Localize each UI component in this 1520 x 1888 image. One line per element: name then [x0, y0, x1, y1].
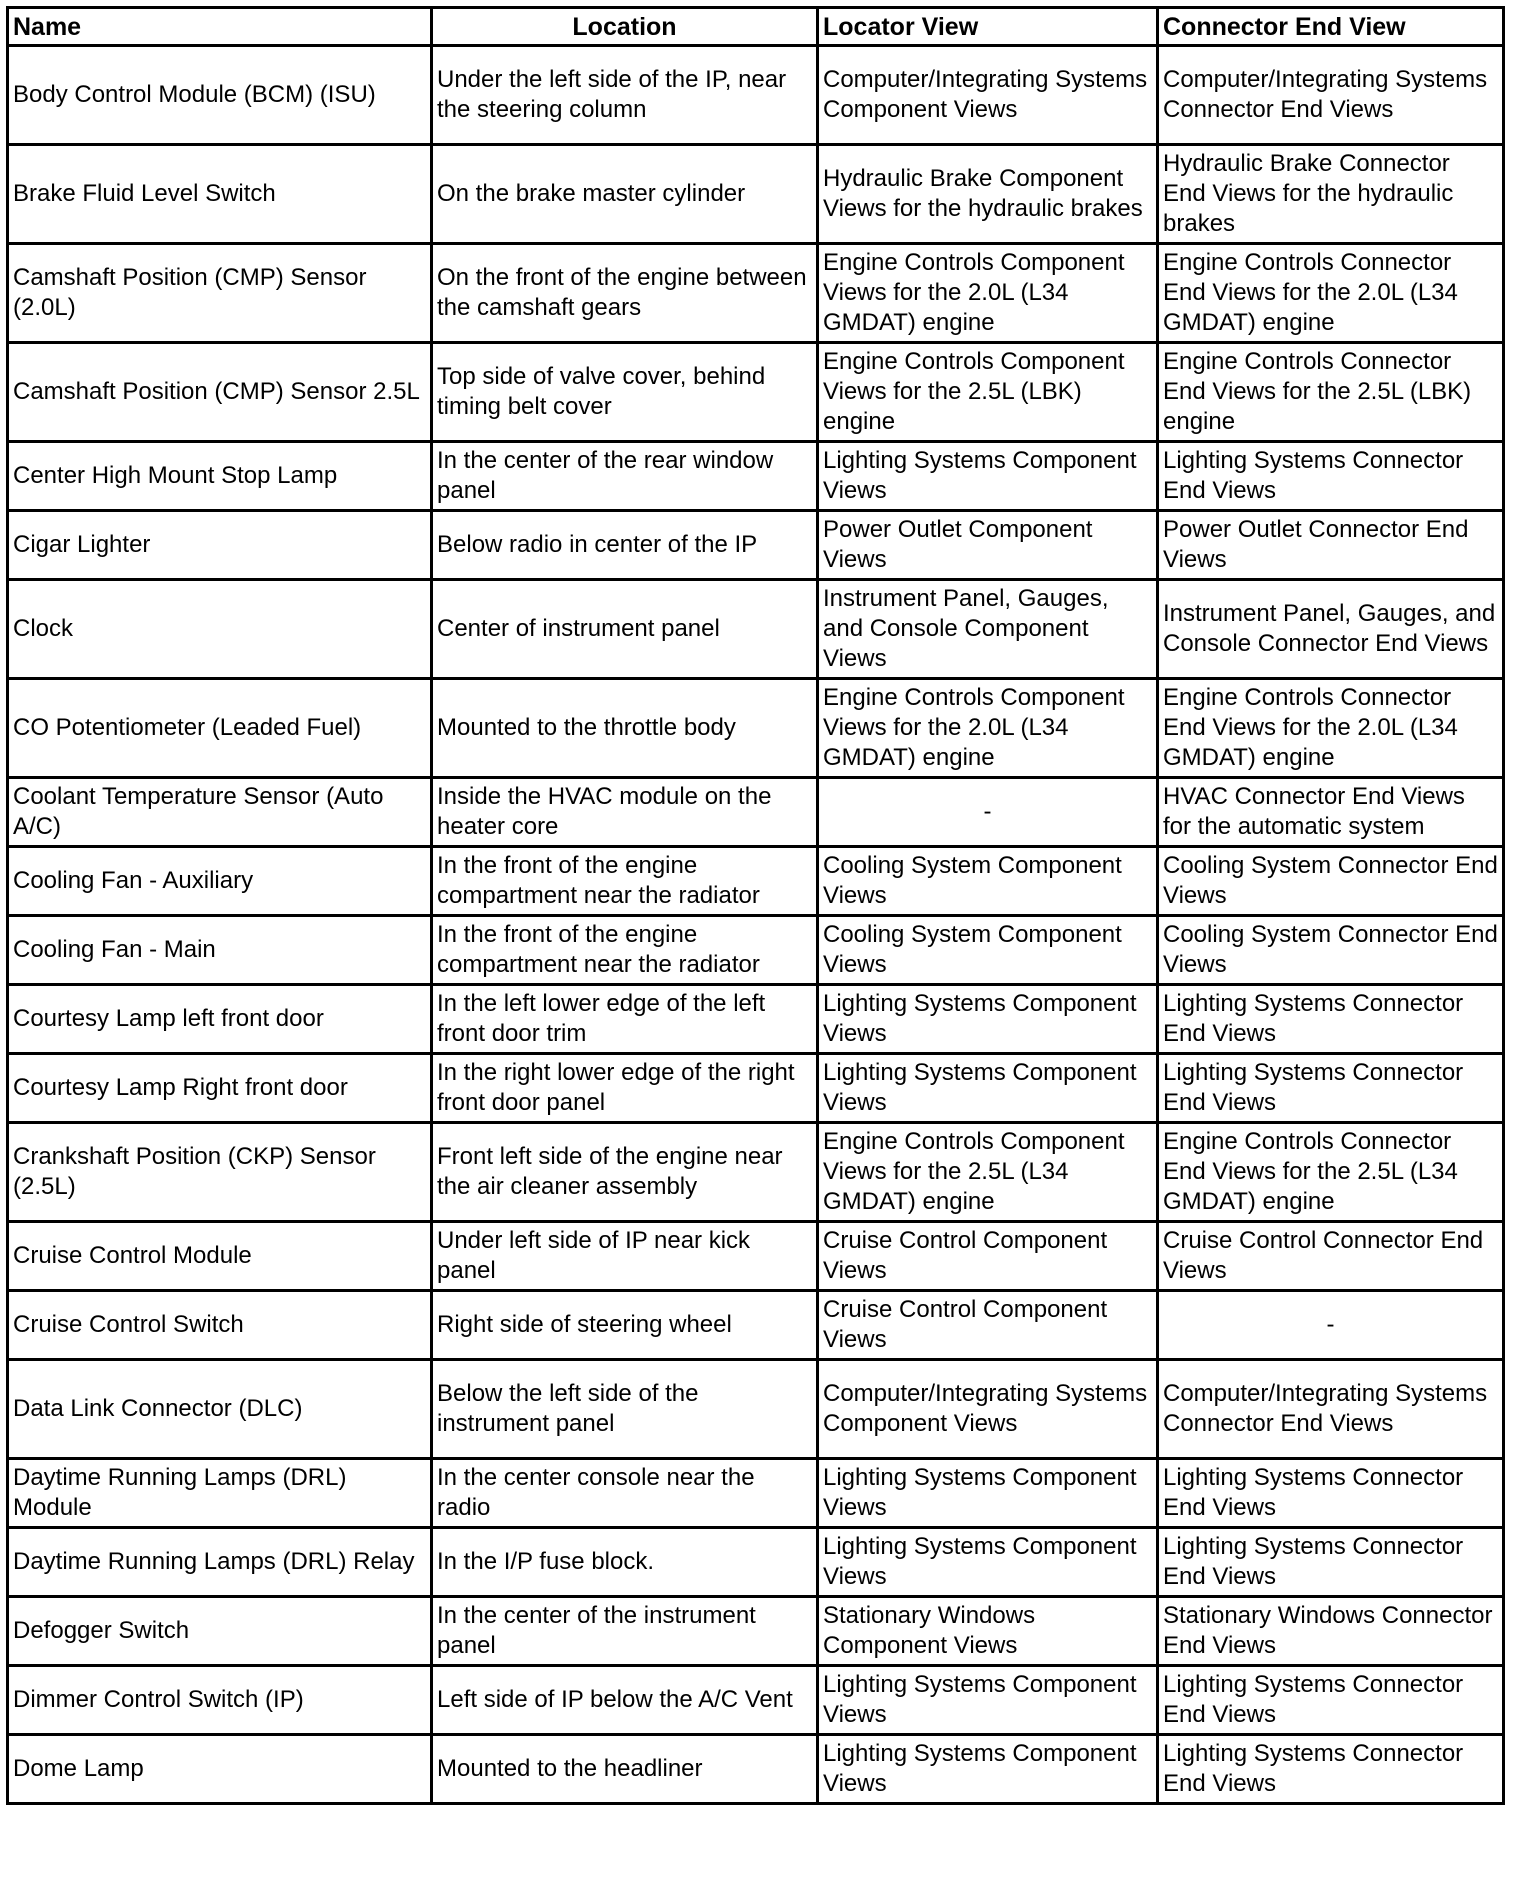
cell-connector-end-view: Lighting Systems Connector End Views: [1158, 1666, 1504, 1735]
cell-name: Cigar Lighter: [8, 511, 432, 580]
cell-name: Body Control Module (BCM) (ISU): [8, 46, 432, 145]
cell-connector-end-view: Lighting Systems Connector End Views: [1158, 1054, 1504, 1123]
cell-connector-end-view: Engine Controls Connector End Views for the 2.5L (LBK) engine: [1158, 343, 1504, 442]
cell-location: Mounted to the throttle body: [432, 679, 818, 778]
header-locator-view: Locator View: [818, 8, 1158, 46]
cell-name: Camshaft Position (CMP) Sensor 2.5L: [8, 343, 432, 442]
table-row: [8, 145, 1504, 244]
cell-connector-end-view: Lighting Systems Connector End Views: [1158, 1528, 1504, 1597]
table-header: [8, 8, 1504, 46]
cell-connector-end-view: Engine Controls Connector End Views for the 2.5L (L34 GMDAT) engine: [1158, 1123, 1504, 1222]
table-row: [8, 1666, 1504, 1735]
cell-name: Daytime Running Lamps (DRL) Module: [8, 1459, 432, 1528]
cell-connector-end-view: Engine Controls Connector End Views for the 2.0L (L34 GMDAT) engine: [1158, 679, 1504, 778]
cell-locator-view: Hydraulic Brake Component Views for the hydraulic brakes: [818, 145, 1158, 244]
header-connector-end-view: Connector End View: [1158, 8, 1504, 46]
cell-locator-view: Engine Controls Component Views for the 2.5L (L34 GMDAT) engine: [818, 1123, 1158, 1222]
cell-locator-view: Lighting Systems Component Views: [818, 1666, 1158, 1735]
table-row: [8, 1459, 1504, 1528]
cell-location: Center of instrument panel: [432, 580, 818, 679]
cell-name: Cooling Fan - Auxiliary: [8, 847, 432, 916]
table-row: [8, 1735, 1504, 1804]
table-row: [8, 985, 1504, 1054]
cell-name: Brake Fluid Level Switch: [8, 145, 432, 244]
cell-connector-end-view: Lighting Systems Connector End Views: [1158, 1459, 1504, 1528]
cell-name: Camshaft Position (CMP) Sensor (2.0L): [8, 244, 432, 343]
cell-name: Data Link Connector (DLC): [8, 1360, 432, 1459]
cell-locator-view: Cruise Control Component Views: [818, 1222, 1158, 1291]
cell-location: Top side of valve cover, behind timing belt cover: [432, 343, 818, 442]
cell-connector-end-view: Lighting Systems Connector End Views: [1158, 985, 1504, 1054]
table-row: [8, 511, 1504, 580]
cell-location: In the center of the instrument panel: [432, 1597, 818, 1666]
cell-locator-view: Cooling System Component Views: [818, 916, 1158, 985]
table-body: [8, 46, 1504, 1804]
cell-location: In the left lower edge of the left front door trim: [432, 985, 818, 1054]
cell-name: Crankshaft Position (CKP) Sensor (2.5L): [8, 1123, 432, 1222]
cell-connector-end-view: Lighting Systems Connector End Views: [1158, 442, 1504, 511]
table-row: [8, 46, 1504, 145]
cell-location: Under the left side of the IP, near the steering column: [432, 46, 818, 145]
cell-name: Dome Lamp: [8, 1735, 432, 1804]
table-row: [8, 778, 1504, 847]
cell-location: Below the left side of the instrument panel: [432, 1360, 818, 1459]
cell-connector-end-view: Hydraulic Brake Connector End Views for the hydraulic brakes: [1158, 145, 1504, 244]
cell-name: Dimmer Control Switch (IP): [8, 1666, 432, 1735]
cell-location: In the I/P fuse block.: [432, 1528, 818, 1597]
cell-location: Right side of steering wheel: [432, 1291, 818, 1360]
cell-connector-end-view: Computer/Integrating Systems Connector End Views: [1158, 1360, 1504, 1459]
cell-locator-view: Lighting Systems Component Views: [818, 1528, 1158, 1597]
cell-name: Center High Mount Stop Lamp: [8, 442, 432, 511]
cell-locator-view: Engine Controls Component Views for the 2.0L (L34 GMDAT) engine: [818, 244, 1158, 343]
header-location: Location: [432, 8, 818, 46]
cell-locator-view: Lighting Systems Component Views: [818, 1735, 1158, 1804]
cell-name: Coolant Temperature Sensor (Auto A/C): [8, 778, 432, 847]
cell-locator-view: Engine Controls Component Views for the 2.5L (LBK) engine: [818, 343, 1158, 442]
cell-location: Left side of IP below the A/C Vent: [432, 1666, 818, 1735]
cell-connector-end-view: Instrument Panel, Gauges, and Console Connector End Views: [1158, 580, 1504, 679]
table-row: [8, 1054, 1504, 1123]
cell-name: Daytime Running Lamps (DRL) Relay: [8, 1528, 432, 1597]
cell-name: CO Potentiometer (Leaded Fuel): [8, 679, 432, 778]
cell-location: Mounted to the headliner: [432, 1735, 818, 1804]
cell-connector-end-view: Cruise Control Connector End Views: [1158, 1222, 1504, 1291]
cell-connector-end-view: Cooling System Connector End Views: [1158, 916, 1504, 985]
cell-connector-end-view: HVAC Connector End Views for the automatic system: [1158, 778, 1504, 847]
cell-connector-end-view: Lighting Systems Connector End Views: [1158, 1735, 1504, 1804]
cell-name: Defogger Switch: [8, 1597, 432, 1666]
table-row: [8, 1291, 1504, 1360]
cell-location: Below radio in center of the IP: [432, 511, 818, 580]
table-row: [8, 679, 1504, 778]
cell-name: Cruise Control Module: [8, 1222, 432, 1291]
table-row: [8, 442, 1504, 511]
cell-location: In the center of the rear window panel: [432, 442, 818, 511]
cell-locator-view: Cooling System Component Views: [818, 847, 1158, 916]
cell-name: Cruise Control Switch: [8, 1291, 432, 1360]
cell-locator-view: Lighting Systems Component Views: [818, 985, 1158, 1054]
cell-locator-view: Computer/Integrating Systems Component Views: [818, 46, 1158, 145]
table-row: [8, 1597, 1504, 1666]
component-locator-table: [6, 6, 1505, 1805]
cell-location: In the right lower edge of the right front door panel: [432, 1054, 818, 1123]
cell-connector-end-view: Computer/Integrating Systems Connector End Views: [1158, 46, 1504, 145]
cell-name: Courtesy Lamp Right front door: [8, 1054, 432, 1123]
cell-location: In the front of the engine compartment near the radiator: [432, 847, 818, 916]
cell-locator-view: Stationary Windows Component Views: [818, 1597, 1158, 1666]
table-row: [8, 343, 1504, 442]
cell-connector-end-view: Cooling System Connector End Views: [1158, 847, 1504, 916]
cell-location: Under left side of IP near kick panel: [432, 1222, 818, 1291]
cell-locator-view: Computer/Integrating Systems Component Views: [818, 1360, 1158, 1459]
cell-location: Inside the HVAC module on the heater core: [432, 778, 818, 847]
cell-location: Front left side of the engine near the air cleaner assembly: [432, 1123, 818, 1222]
cell-location: On the brake master cylinder: [432, 145, 818, 244]
table-row: [8, 916, 1504, 985]
cell-connector-end-view: -: [1158, 1291, 1504, 1360]
table-row: [8, 1360, 1504, 1459]
cell-locator-view: Power Outlet Component Views: [818, 511, 1158, 580]
header-row: [8, 8, 1504, 46]
cell-name: Courtesy Lamp left front door: [8, 985, 432, 1054]
cell-locator-view: Lighting Systems Component Views: [818, 1459, 1158, 1528]
cell-connector-end-view: Power Outlet Connector End Views: [1158, 511, 1504, 580]
table-row: [8, 1123, 1504, 1222]
cell-locator-view: Instrument Panel, Gauges, and Console Component Views: [818, 580, 1158, 679]
cell-locator-view: -: [818, 778, 1158, 847]
cell-locator-view: Lighting Systems Component Views: [818, 1054, 1158, 1123]
table-row: [8, 244, 1504, 343]
cell-locator-view: Cruise Control Component Views: [818, 1291, 1158, 1360]
cell-connector-end-view: Engine Controls Connector End Views for the 2.0L (L34 GMDAT) engine: [1158, 244, 1504, 343]
table-row: [8, 1528, 1504, 1597]
table-row: [8, 580, 1504, 679]
cell-location: In the center console near the radio: [432, 1459, 818, 1528]
cell-name: Clock: [8, 580, 432, 679]
cell-location: On the front of the engine between the camshaft gears: [432, 244, 818, 343]
cell-locator-view: Engine Controls Component Views for the 2.0L (L34 GMDAT) engine: [818, 679, 1158, 778]
cell-location: In the front of the engine compartment near the radiator: [432, 916, 818, 985]
table-row: [8, 1222, 1504, 1291]
cell-locator-view: Lighting Systems Component Views: [818, 442, 1158, 511]
header-name: Name: [8, 8, 432, 46]
cell-connector-end-view: Stationary Windows Connector End Views: [1158, 1597, 1504, 1666]
table-row: [8, 847, 1504, 916]
cell-name: Cooling Fan - Main: [8, 916, 432, 985]
